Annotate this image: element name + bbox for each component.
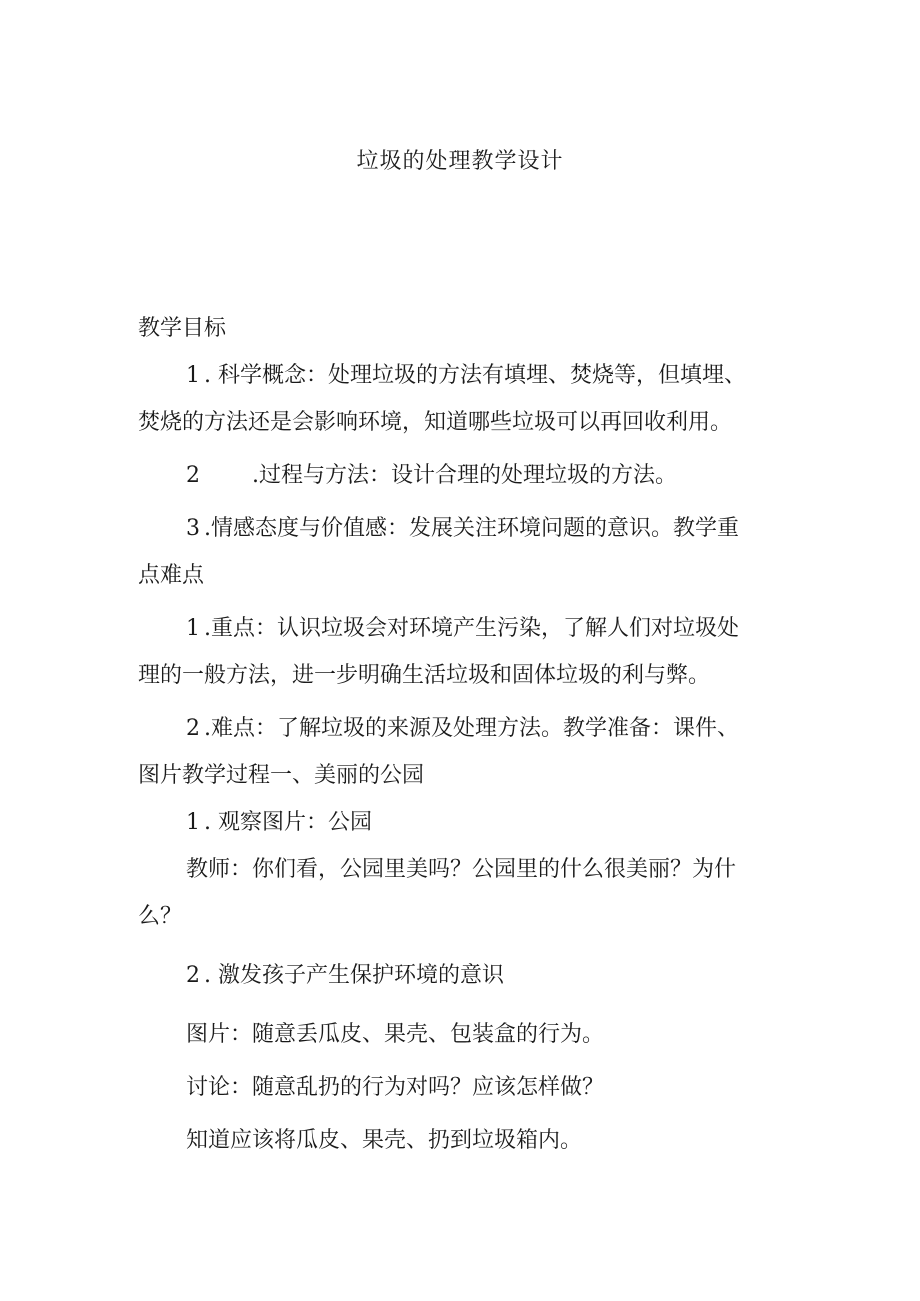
paragraph-difficulty [138,705,788,752]
paragraph-teacher-question: 教师：你们看，公园里美吗？公园里的什么很美丽？为什 [186,857,737,882]
paragraph-text: . 观察图片：公园 [204,810,372,835]
list-number: 2 [186,716,200,741]
paragraph-discussion: 讨论：随意乱扔的行为对吗？应该怎样做？ [186,1075,605,1100]
paragraph-text: . 激发孩子产生保护环境的意识 [204,963,504,988]
paragraph-inspire-awareness [138,952,788,999]
paragraph-continuation: 么？ [138,904,183,929]
paragraph-observe-picture [138,799,788,846]
list-number: 2 [186,463,200,488]
paragraph-goal-2 [138,452,788,499]
paragraph-text: .重点：认识垃圾会对环境产生污染，了解人们对垃圾处 [204,616,739,641]
list-number: 1 [186,616,200,641]
paragraph-continuation: 焚烧的方法还是会影响环境，知道哪些垃圾可以再回收利用。 [138,410,733,435]
paragraph-continuation: 点难点 [138,563,205,588]
paragraph-picture-behavior: 图片：随意丢瓜皮、果壳、包装盒的行为。 [186,1022,605,1047]
paragraph-continuation: 理的一般方法，进一步明确生活垃圾和固体垃圾的利与弊。 [138,663,711,688]
list-number: 1 [186,363,200,388]
paragraph-continuation: 图片教学过程一、美丽的公园 [138,763,425,788]
section-heading-teaching-goals: 教学目标 [138,316,227,341]
paragraph-text: .情感态度与价值感：发展关注环境问题的意识。教学重 [204,516,739,541]
paragraph-text: . 科学概念：处理垃圾的方法有填埋、焚烧等，但填埋、 [204,363,746,388]
paragraph-key-point [138,605,788,652]
document-body [138,305,788,1164]
paragraph-goal-3 [138,505,788,552]
paragraph-goal-1 [138,352,788,399]
paragraph-conclusion: 知道应该将瓜皮、果壳、扔到垃圾箱内。 [186,1128,583,1153]
list-number: 1 [186,810,200,835]
list-number: 3 [186,516,200,541]
paragraph-text: .过程与方法：设计合理的处理垃圾的方法。 [252,463,677,488]
paragraph-text: .难点：了解垃圾的来源及处理方法。教学准备：课件、 [204,716,739,741]
document-title: 垃圾的处理教学设计 [356,149,564,174]
list-number: 2 [186,963,200,988]
